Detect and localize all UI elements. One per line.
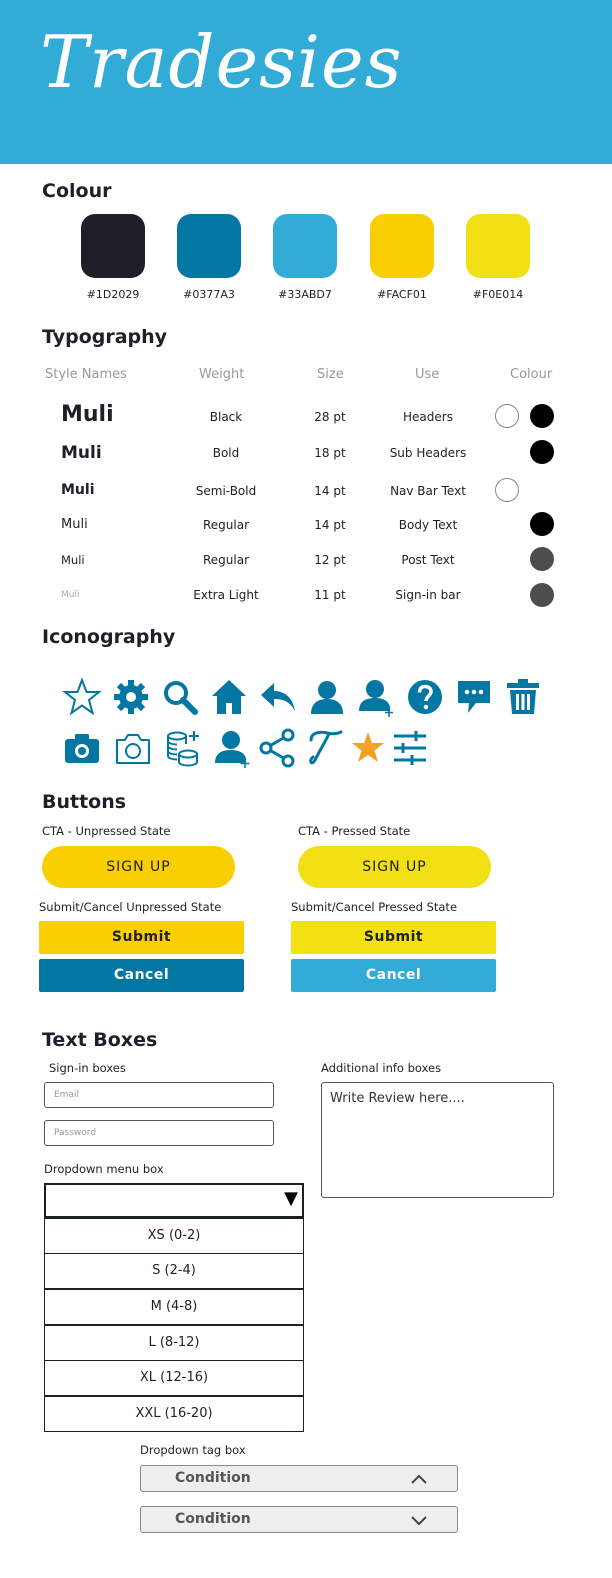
chevron-down-icon <box>411 1515 427 1527</box>
iconography-section-title: Iconography <box>42 626 176 648</box>
type-size: 14 pt <box>314 518 346 532</box>
reply-icon <box>258 677 298 717</box>
type-weight: Semi-Bold <box>195 484 257 498</box>
colour-dot-grey <box>530 583 554 607</box>
colour-dot-white <box>495 404 519 428</box>
condition-tag-expanded[interactable] <box>140 1465 458 1492</box>
colour-dot-black <box>530 440 554 464</box>
trash-icon <box>503 677 543 717</box>
coins-add-icon <box>163 728 203 768</box>
type-size: 12 pt <box>314 553 346 567</box>
textboxes-section-title: Text Boxes <box>42 1029 158 1051</box>
cancel-button-pressed[interactable]: Cancel <box>291 959 496 992</box>
password-placeholder: Password <box>54 1128 97 1138</box>
colour-dot-grey <box>530 547 554 571</box>
dropdown-option[interactable]: XS (0-2) <box>44 1218 304 1254</box>
dropdown-select[interactable] <box>44 1183 304 1218</box>
type-use: Nav Bar Text <box>390 484 466 498</box>
colour-dot-black <box>530 512 554 536</box>
cancel-button[interactable]: Cancel <box>39 959 244 992</box>
swatch-lemon <box>466 214 530 278</box>
email-field[interactable] <box>44 1082 274 1108</box>
cta-unpressed-label: CTA - Unpressed State <box>42 824 171 838</box>
additional-info-label: Additional info boxes <box>321 1061 442 1075</box>
type-use: Sign-in bar <box>395 588 461 602</box>
type-weight: Regular <box>202 553 250 567</box>
add-user-icon <box>356 677 396 717</box>
star-filled-icon <box>348 728 388 768</box>
signup-cta-button-pressed[interactable]: SIGN UP <box>298 846 491 888</box>
search-icon <box>160 677 200 717</box>
dropdown-option[interactable]: S (2-4) <box>44 1253 304 1289</box>
type-sample-bold: Muli <box>61 443 102 463</box>
type-use: Post Text <box>401 553 455 567</box>
submit-pressed-label: Submit/Cancel Pressed State <box>291 900 458 914</box>
submit-button-pressed[interactable]: Submit <box>291 921 496 954</box>
submit-button[interactable]: Submit <box>39 921 244 954</box>
tag-text: Condition <box>175 1511 251 1527</box>
review-placeholder: Write Review here.... <box>330 1091 465 1106</box>
column-header-weight: Weight <box>199 367 245 382</box>
swatch-yellow <box>370 214 434 278</box>
submit-unpressed-label: Submit/Cancel Unpressed State <box>39 900 222 914</box>
type-size: 14 pt <box>314 484 346 498</box>
colour-section-title: Colour <box>42 180 112 202</box>
signin-boxes-label: Sign-in boxes <box>49 1061 126 1075</box>
type-sample-black: Muli <box>61 402 114 427</box>
sliders-icon <box>390 728 430 768</box>
type-weight: Regular <box>202 518 250 532</box>
column-header-use: Use <box>415 367 440 382</box>
type-sample-regular: Muli <box>61 517 88 532</box>
condition-tag-collapsed[interactable] <box>140 1506 458 1533</box>
camera-filled-icon <box>62 728 102 768</box>
home-icon <box>209 677 249 717</box>
brand-logo: Tradesies <box>40 20 403 104</box>
type-use: Sub Headers <box>389 446 467 460</box>
caret-down-icon: ▼ <box>284 1188 298 1209</box>
type-size: 18 pt <box>314 446 346 460</box>
type-weight: Black <box>209 410 243 424</box>
column-header-style: Style Names <box>45 367 127 382</box>
type-weight: Extra Light <box>193 588 259 602</box>
column-header-size: Size <box>317 367 344 382</box>
chevron-up-icon <box>411 1473 427 1485</box>
dropdown-menu-label: Dropdown menu box <box>44 1162 164 1176</box>
gear-icon <box>111 677 151 717</box>
tag-text: Condition <box>175 1470 251 1486</box>
type-use: Headers <box>403 410 453 424</box>
type-size: 28 pt <box>314 410 346 424</box>
swatch-hex-label: #F0E014 <box>472 288 524 301</box>
dropdown-option[interactable]: XL (12-16) <box>44 1360 304 1396</box>
email-placeholder: Email <box>54 1090 79 1100</box>
signup-cta-button[interactable]: SIGN UP <box>42 846 235 888</box>
tradesies-t-icon <box>305 728 345 768</box>
type-sample-extralight: Muli <box>61 590 80 600</box>
user-icon <box>307 677 347 717</box>
type-weight: Bold <box>212 446 240 460</box>
dropdown-option[interactable]: L (8-12) <box>44 1325 304 1361</box>
swatch-hex-label: #FACF01 <box>377 288 427 301</box>
password-field[interactable] <box>44 1120 274 1146</box>
help-icon <box>405 677 445 717</box>
review-textarea[interactable] <box>321 1082 554 1198</box>
camera-outline-icon <box>113 728 153 768</box>
swatch-hex-label: #0377A3 <box>183 288 235 301</box>
swatch-hex-label: #1D2029 <box>86 288 140 301</box>
swatch-dark <box>81 214 145 278</box>
buttons-section-title: Buttons <box>42 791 127 813</box>
swatch-blue <box>177 214 241 278</box>
colour-dot-white <box>495 478 519 502</box>
add-user-alt-icon <box>212 728 252 768</box>
share-icon <box>257 728 297 768</box>
typography-section-title: Typography <box>42 326 168 348</box>
colour-dot-black <box>530 404 554 428</box>
chat-icon <box>454 677 494 717</box>
swatch-light-blue <box>273 214 337 278</box>
cta-pressed-label: CTA - Pressed State <box>298 824 411 838</box>
swatch-hex-label: #33ABD7 <box>278 288 332 301</box>
type-use: Body Text <box>398 518 458 532</box>
column-header-colour: Colour <box>510 367 553 382</box>
dropdown-tag-label: Dropdown tag box <box>140 1443 246 1457</box>
type-sample-semibold: Muli <box>61 482 95 498</box>
dropdown-option[interactable]: M (4-8) <box>44 1289 304 1325</box>
type-size: 11 pt <box>314 588 346 602</box>
type-sample-regular-small: Muli <box>61 553 85 567</box>
star-outline-icon <box>62 677 102 717</box>
dropdown-option[interactable]: XXL (16-20) <box>44 1396 304 1432</box>
